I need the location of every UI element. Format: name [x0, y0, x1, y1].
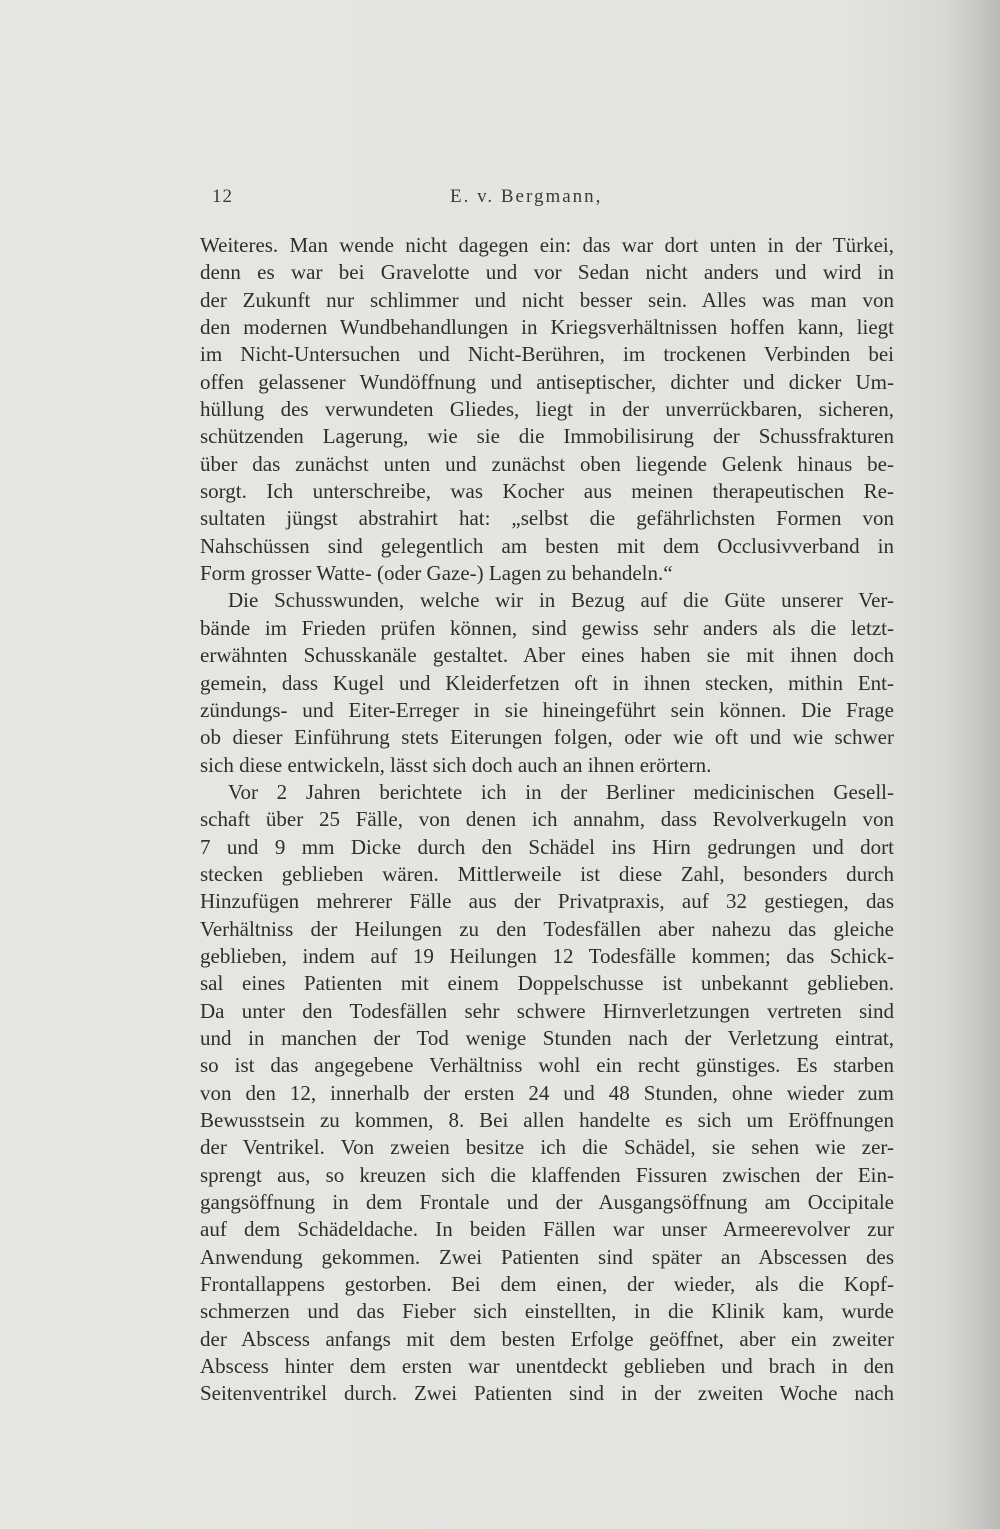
- text-line: auf dem Schädeldache. In beiden Fällen war unser Armeerevolver zur: [200, 1217, 894, 1242]
- text-line: gangsöffnung in dem Frontale und der Ausgangsöffnung am Occipitale: [200, 1190, 894, 1215]
- text-line: der Ventrikel. Von zweien besitze ich die Schädel, sie sehen wie zer-: [200, 1135, 894, 1160]
- text-line: Form grosser Watte- (oder Gaze-) Lagen zu behandeln.“: [200, 561, 673, 586]
- paragraph-start-line: Die Schusswunden, welche wir in Bezug auf die Güte unserer Ver-: [228, 588, 894, 613]
- text-line: über das zunächst unten und zunächst oben liegende Gelenk hinaus be-: [200, 451, 894, 476]
- text-line: geblieben, indem auf 19 Heilungen 12 Todesfälle kommen; das Schick-: [200, 943, 894, 968]
- text-line: Verhältniss der Heilungen zu den Todesfällen aber nahezu das gleiche: [200, 916, 894, 941]
- text-line: gemein, dass Kugel und Kleiderfetzen oft in ihnen stecken, mithin Ent-: [200, 670, 894, 695]
- text-line: ob dieser Einführung stets Eiterungen folgen, oder wie oft und wie schwer: [200, 725, 894, 750]
- text-line: erwähnten Schusskanäle gestaltet. Aber eines haben sie mit ihnen doch: [200, 643, 894, 668]
- text-line: sorgt. Ich unterschreibe, was Kocher aus meinen therapeutischen Re-: [200, 479, 894, 504]
- text-line: der Zukunft nur schlimmer und nicht besser sein. Alles was man von: [200, 287, 894, 312]
- text-line: denn es war bei Gravelotte und vor Sedan nicht anders und wird in: [200, 260, 894, 285]
- text-line: hüllung des verwundeten Gliedes, liegt in der unverrückbaren, sicheren,: [200, 397, 894, 422]
- text-line: Abscess hinter dem ersten war unentdeckt geblieben und brach in den: [200, 1354, 894, 1379]
- text-line: und in manchen der Tod wenige Stunden nach der Verletzung eintrat,: [200, 1025, 894, 1050]
- text-line: Anwendung gekommen. Zwei Patienten sind später an Abscessen des: [200, 1244, 894, 1269]
- text-line: offen gelassener Wundöffnung und antiseptischer, dichter und dicker Um-: [200, 369, 894, 394]
- body-text: [200, 232, 894, 1408]
- header-author: E. v. Bergmann,: [450, 186, 603, 207]
- running-head: [200, 186, 900, 216]
- page-number: 12: [212, 186, 233, 207]
- text-line: Weiteres. Man wende nicht dagegen ein: das war dort unten in der Türkei,: [200, 233, 894, 257]
- text-line: schaft über 25 Fälle, von denen ich annahm, dass Revolverkugeln von: [200, 807, 894, 832]
- text-line: schützenden Lagerung, wie sie die Immobilisirung der Schussfrakturen: [200, 424, 894, 449]
- text-line: 7 und 9 mm Dicke durch den Schädel ins Hirn gedrungen und dort: [200, 834, 894, 859]
- paragraph-start-line: Vor 2 Jahren berichtete ich in der Berliner medicinischen Gesell-: [228, 779, 894, 804]
- text-line: sal eines Patienten mit einem Doppelschusse ist unbekannt geblieben.: [200, 971, 894, 996]
- text-line: der Abscess anfangs mit dem besten Erfolge geöffnet, aber ein zweiter: [200, 1326, 894, 1351]
- text-line: sich diese entwickeln, lässt sich doch auch an ihnen erörtern.: [200, 752, 712, 777]
- text-line: den modernen Wundbehandlungen in Kriegsverhältnissen hoffen kann, liegt: [200, 315, 894, 340]
- text-line: Seitenventrikel durch. Zwei Patienten sind in der zweiten Woche nach: [200, 1381, 894, 1406]
- page-edge-shadow: [940, 0, 1000, 1529]
- text-line: stecken geblieben wären. Mittlerweile ist diese Zahl, besonders durch: [200, 861, 894, 886]
- text-line: zündungs- und Eiter-Erreger in sie hineingeführt sein können. Die Frage: [200, 697, 894, 722]
- text-line: sprengt aus, so kreuzen sich die klaffenden Fissuren zwischen der Ein-: [200, 1162, 894, 1187]
- text-line: sultaten jüngst abstrahirt hat: „selbst die gefährlichsten Formen von: [200, 506, 894, 531]
- text-line: Nahschüssen sind gelegentlich am besten mit dem Occlusivverband in: [200, 533, 894, 558]
- text-line: Hinzufügen mehrerer Fälle aus der Privatpraxis, auf 32 gestiegen, das: [200, 889, 894, 914]
- text-line: Frontallappens gestorben. Bei dem einen, der wieder, als die Kopf-: [200, 1272, 894, 1297]
- text-line: Bewusstsein zu kommen, 8. Bei allen handelte es sich um Eröffnungen: [200, 1108, 894, 1132]
- text-line: im Nicht-Untersuchen und Nicht-Berühren, im trockenen Verbinden bei: [200, 342, 894, 367]
- text-line: Da unter den Todesfällen sehr schwere Hirnverletzungen vertreten sind: [200, 998, 894, 1023]
- text-line: schmerzen und das Fieber sich einstellten, in die Klinik kam, wurde: [200, 1299, 894, 1324]
- text-line: bände im Frieden prüfen können, sind gewiss sehr anders als die letzt-: [200, 615, 894, 640]
- text-line: von den 12, innerhalb der ersten 24 und 48 Stunden, ohne wieder zum: [200, 1080, 894, 1105]
- text-line: so ist das angegebene Verhältniss wohl ein recht günstiges. Es starben: [200, 1053, 894, 1078]
